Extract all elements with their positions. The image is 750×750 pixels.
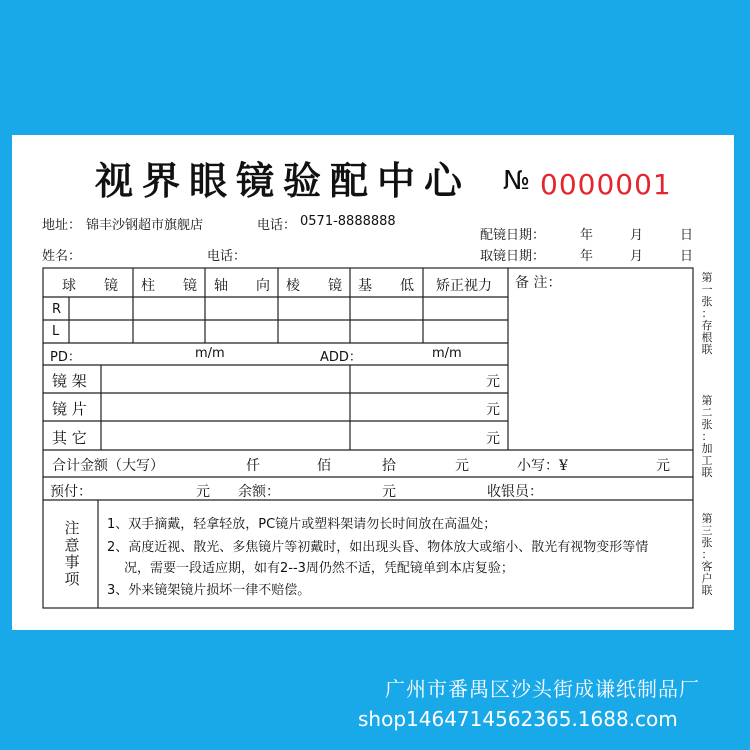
prepaid-unit: 元: [196, 484, 210, 500]
pickup-date-year: 年: [580, 249, 594, 264]
remarks-label: 备 注：: [515, 275, 562, 291]
fit-date-label: 配镜日期：: [480, 228, 546, 243]
header-sphere: 球 镜: [62, 278, 118, 294]
pickup-date-month: 月: [630, 249, 644, 264]
side-label-copy-3: 第 三 张 ： 客 户 联: [701, 512, 713, 597]
pd-label: PD：: [50, 350, 81, 365]
address-value: 锦丰沙钢超市旗舰店: [86, 218, 204, 233]
total-small-unit: 元: [656, 458, 670, 474]
side-label-copy-1: 第 一 张 ： 存 根 联: [701, 271, 713, 356]
store-phone-value: 0571-8888888: [300, 214, 396, 229]
pickup-date-day: 日: [680, 249, 694, 264]
fit-date-month: 月: [630, 228, 644, 243]
cashier-label: 收银员：: [487, 484, 543, 500]
header-prism: 棱 镜: [286, 278, 342, 294]
frame-unit: 元: [486, 374, 500, 390]
address-label: 地址：: [42, 218, 82, 233]
lens-label: 镜 片: [52, 400, 87, 418]
header-cylinder: 柱 镜: [141, 278, 197, 294]
total-qian: 仟: [246, 458, 260, 474]
note-line-3: 况，需要一段适应期，如有2--3周仍然不适，凭配镜单到本店复验；: [124, 561, 514, 576]
other-label: 其 它: [52, 429, 87, 447]
total-yuan: 元: [455, 458, 469, 474]
fit-date-year: 年: [580, 228, 594, 243]
side-label-copy-2: 第 二 张 ： 加 工 联: [701, 394, 713, 479]
notes-title: 注 意 事 项: [64, 519, 80, 588]
other-unit: 元: [486, 431, 500, 447]
total-uppercase-label: 合计金额（大写）: [52, 458, 164, 474]
lens-unit: 元: [486, 402, 500, 418]
footer-shop-url: shop1464714562365.1688.com: [358, 707, 678, 731]
footer-company-name: 广州市番禺区沙头街成谦纸制品厂: [385, 677, 700, 701]
add-unit: m/m: [432, 346, 462, 361]
note-line-2: 2、高度近视、散光、多焦镜片等初戴时，如出现头昏、物体放大或缩小、散光有视物变形等情: [107, 540, 649, 555]
total-shi: 拾: [382, 458, 396, 474]
store-phone-label: 电话：: [257, 218, 297, 233]
balance-unit: 元: [382, 484, 396, 500]
customer-phone-label: 电话：: [207, 249, 247, 264]
serial-number-sign: №: [503, 166, 531, 196]
balance-label: 余额：: [238, 484, 280, 500]
row-right-eye: R: [52, 302, 62, 317]
note-line-4: 3、外来镜架镜片损坏一律不赔偿。: [107, 583, 311, 598]
row-left-eye: L: [52, 324, 60, 339]
pd-unit: m/m: [195, 346, 225, 361]
total-bai: 佰: [317, 458, 331, 474]
serial-number: 0000001: [540, 168, 672, 201]
frame-label: 镜 架: [52, 372, 87, 390]
header-base: 基 低: [358, 278, 414, 294]
prepaid-label: 预付：: [50, 484, 92, 500]
fit-date-day: 日: [680, 228, 694, 243]
note-line-1: 1、双手摘戴，轻拿轻放，PC镜片或塑料架请勿长时间放在高温处；: [107, 517, 497, 532]
form-title: 视界眼镜验配中心: [95, 159, 472, 203]
add-label: ADD：: [320, 350, 362, 365]
receipt-paper: [12, 135, 734, 630]
header-corrected-vision: 矫正视力: [436, 278, 492, 294]
total-small-label: 小写：¥: [517, 458, 568, 474]
customer-name-label: 姓名：: [42, 249, 82, 264]
header-axis: 轴 向: [214, 278, 270, 294]
pickup-date-label: 取镜日期：: [480, 249, 546, 264]
